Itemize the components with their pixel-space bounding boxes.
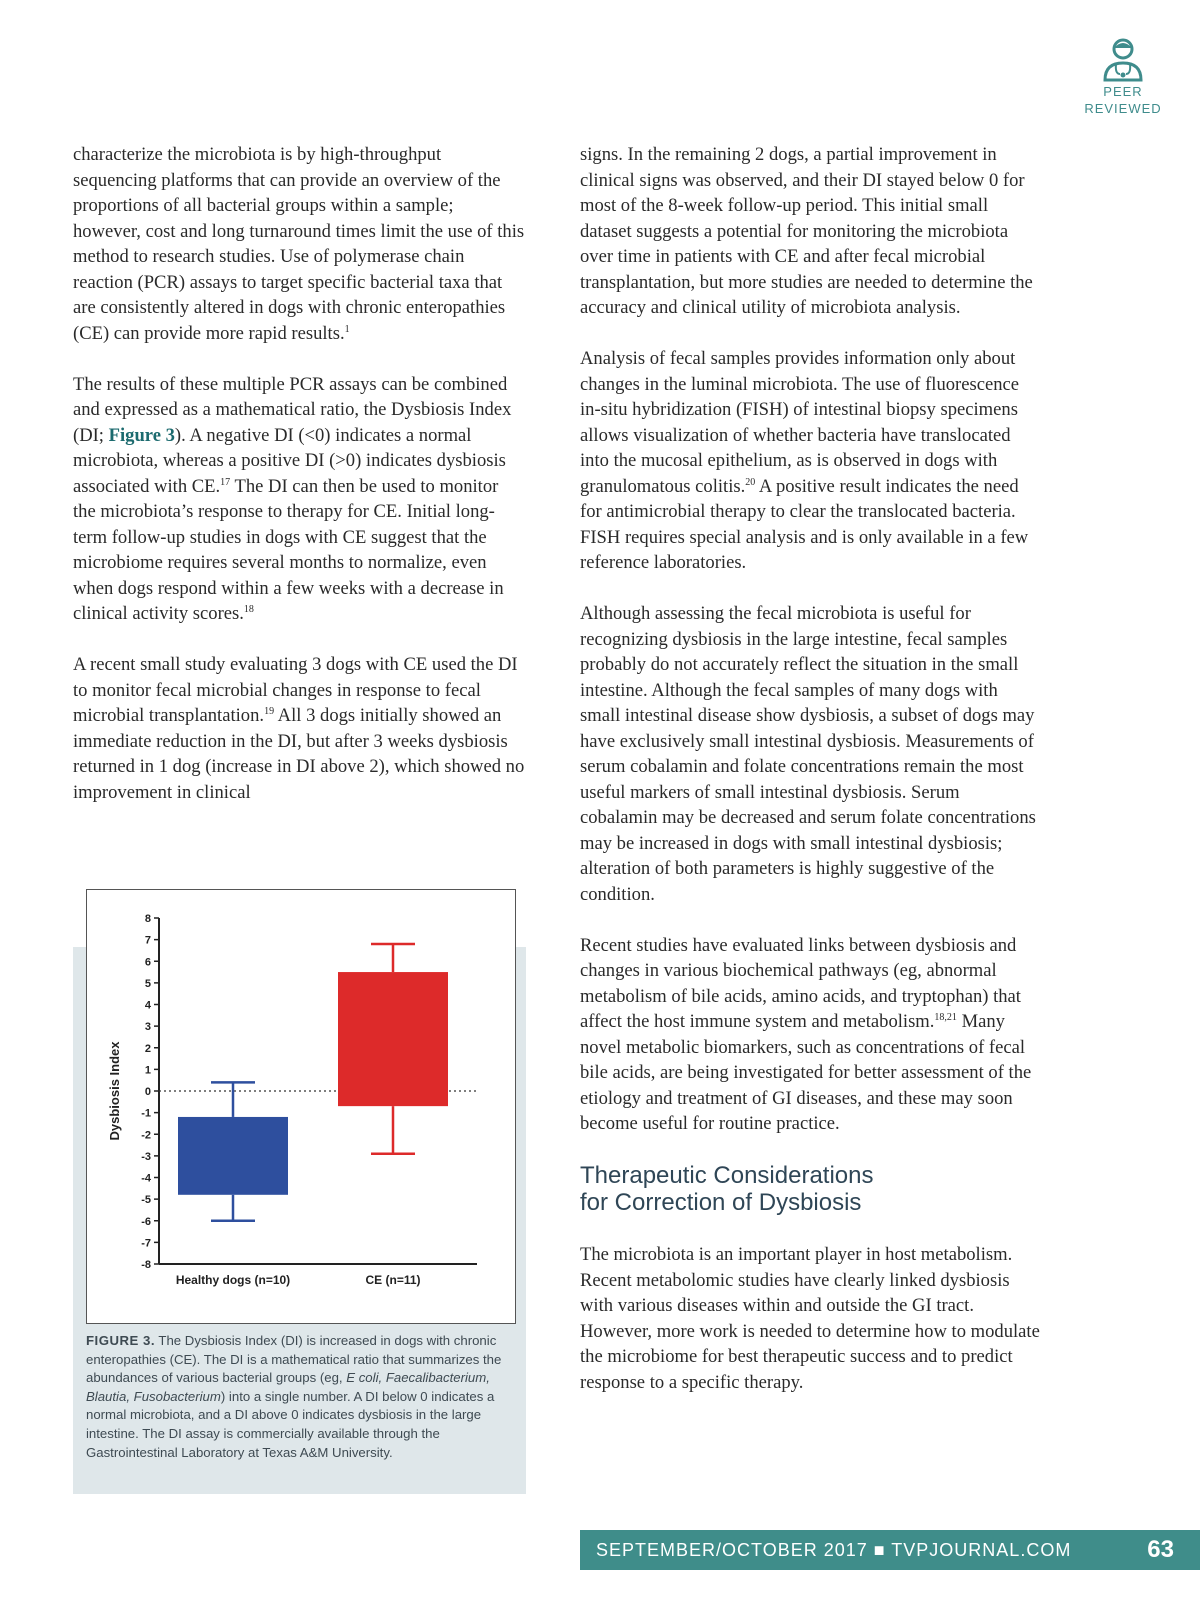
box bbox=[178, 1117, 288, 1195]
y-tick-label: -2 bbox=[141, 1129, 151, 1142]
paragraph: characterize the microbiota is by high-throughput sequencing platforms that can provide an overview of the proportions of all bacterial groups within a sample; however, cost and long turnaround times limit the use of this method to research studies. Use of polymerase chain reaction (PCR) assays to target specific bacterial taxa that are consistently altered in dogs with chronic enteropathies (CE) can provide more rapid results.$^1$ bbox=[73, 144, 525, 344]
y-tick-label: -1 bbox=[141, 1107, 151, 1120]
y-tick-label: 5 bbox=[144, 977, 151, 990]
y-tick-label: -6 bbox=[141, 1215, 151, 1228]
y-tick-label: -3 bbox=[141, 1150, 151, 1163]
y-tick-label: 2 bbox=[144, 1042, 151, 1055]
y-tick-label: -4 bbox=[141, 1172, 151, 1185]
box-plot bbox=[87, 890, 515, 1323]
paragraph: A recent small study evaluating 3 dogs with CE used the DI to monitor fecal microbial changes in response to fecal microbial transplantation.$^{19}$ All 3 dogs initially showed an immediate reduction in the DI, but after 3 weeks dysbiosis returned in 1 dog (increase in DI above 2), which showed no improvement in clinical bbox=[73, 654, 525, 803]
page-footer bbox=[580, 1530, 1200, 1570]
y-tick-label: 8 bbox=[144, 913, 151, 925]
box bbox=[338, 972, 448, 1106]
section-heading: Therapeutic Considerations for Correction of Dysbiosis bbox=[580, 1162, 874, 1216]
citation: 17 bbox=[220, 476, 231, 488]
y-tick-label: -8 bbox=[141, 1259, 151, 1271]
figure-chart bbox=[86, 889, 516, 1324]
paragraph: signs. In the remaining 2 dogs, a partial improvement in clinical signs was observed, and their DI stayed below 0 for most of the 8-week follow-up period. This initial small dataset suggests a potential for monitoring the microbiota over time in patients with CE and after fecal microbial transplantation, but more studies are needed to determine the accuracy and clinical utility of microbiota analysis. bbox=[580, 144, 1033, 318]
page-number: 63 bbox=[1147, 1536, 1174, 1563]
citation: 19 bbox=[264, 705, 275, 717]
paragraph: The results of these multiple PCR assays can be combined and expressed as a mathematical ratio, the Dysbiosis Index (DI; Figure 3). A negative DI (<0) indicates a normal microbiota, whereas a positive DI (>0) indicates dysbiosis associated with CE.$^{17}$ The DI can then be used to monitor the microbiota’s response to therapy for CE. Initial long-term follow-up studies in dogs with CE suggest that the microbiome requires several months to normalize, even when dogs respond within a few weeks with a decrease in clinical activity scores.$^{18}$ bbox=[73, 373, 512, 624]
citation: 20 bbox=[745, 476, 756, 488]
figure-label: FIGURE 3. bbox=[86, 1333, 155, 1348]
citation: 18 bbox=[243, 603, 254, 615]
badge-line1: PEER bbox=[1103, 84, 1143, 99]
paragraph: The microbiota is an important player in host metabolism. Recent metabolomic studies have clearly linked dysbiosis with various diseases within and outside the GI tract. However, more work is needed to determine how to modulate the microbiome for best therapeutic success and to predict response to a specific therapy. bbox=[580, 1244, 1040, 1393]
citation: 18,21 bbox=[934, 1011, 957, 1023]
y-tick-label: 1 bbox=[144, 1064, 151, 1077]
y-tick-label: 3 bbox=[144, 1021, 151, 1034]
paragraph: Recent studies have evaluated links between dysbiosis and changes in various biochemical pathways (eg, abnormal metabolism of bile acids, amino acids, and tryptophan) that affect the host immune system and metabolism.$^{18,21}$ Many novel metabolic biomarkers, such as concentrations of fecal bile acids, are being investigated for better assessment of the etiology and treatment of GI diseases, and these may soon become useful for routine practice. bbox=[580, 934, 1032, 1134]
y-tick-label: 6 bbox=[144, 956, 151, 969]
figure-link[interactable]: Figure 3 bbox=[108, 424, 175, 446]
y-axis-label: Dysbiosis Index bbox=[107, 1041, 122, 1141]
y-tick-label: -5 bbox=[141, 1194, 151, 1207]
citation: 1 bbox=[344, 323, 350, 335]
y-tick-label: 0 bbox=[144, 1086, 151, 1098]
issue-info: SEPTEMBER/OCTOBER 2017 ■ TVPJOURNAL.COM bbox=[596, 1540, 1072, 1560]
paragraph: Although assessing the fecal microbiota is useful for recognizing dysbiosis in the large intestine, fecal samples probably do not accurately reflect the situation in the small intestine. Although the fecal samples of many dogs with small intestinal disease show dysbiosis, a subset of dogs may have exclusively small intestinal dysbiosis. Measurements of serum cobalamin and folate concentrations remain the most useful markers of small intestinal dysbiosis. Serum cobalamin may be decreased and serum folate concentrations may be increased in dogs with small intestinal dysbiosis; alteration of both parameters is highly suggestive of the condition. bbox=[580, 603, 1036, 905]
right-column bbox=[580, 142, 1040, 1421]
y-tick-label: -7 bbox=[141, 1237, 151, 1250]
paragraph: Analysis of fecal samples provides information only about changes in the luminal microbiota. The use of fluorescence in-situ hybridization (FISH) of intestinal biopsy specimens allows visualization of whether bacteria have translocated into the mucosal epithelium, as is observed in dogs with granulomatous colitis.$^{20}$ A positive result indicates the need for antimicrobial therapy to clear the translocated bacteria. FISH requires special analysis and is only available in a few reference laboratories. bbox=[580, 348, 1029, 573]
badge-line2: REVIEWED bbox=[1084, 101, 1162, 116]
left-column bbox=[73, 142, 525, 831]
doctor-icon bbox=[1101, 36, 1145, 82]
y-tick-label: 4 bbox=[144, 999, 151, 1012]
x-category-label: Healthy dogs (n=10) bbox=[175, 1273, 291, 1287]
figure-caption: FIGURE 3. The Dysbiosis Index (DI) is increased in dogs with chronic enteropathies (CE). The DI is a mathematical ratio that summarizes the abundances of various bacterial groups (eg, E coli, Faecalibacterium, Blautia, Fusobacterium) into a single number. A DI below 0 indicates a normal microbiota, and a DI above 0 indicates dysbiosis in the large intestine. The DI assay is commercially available through the Gastrointestinal Laboratory at Texas A&M University. bbox=[86, 1333, 502, 1460]
peer-reviewed-badge bbox=[1068, 36, 1178, 116]
x-category-label: CE (n=11) bbox=[365, 1273, 421, 1287]
y-tick-label: 7 bbox=[144, 934, 151, 947]
